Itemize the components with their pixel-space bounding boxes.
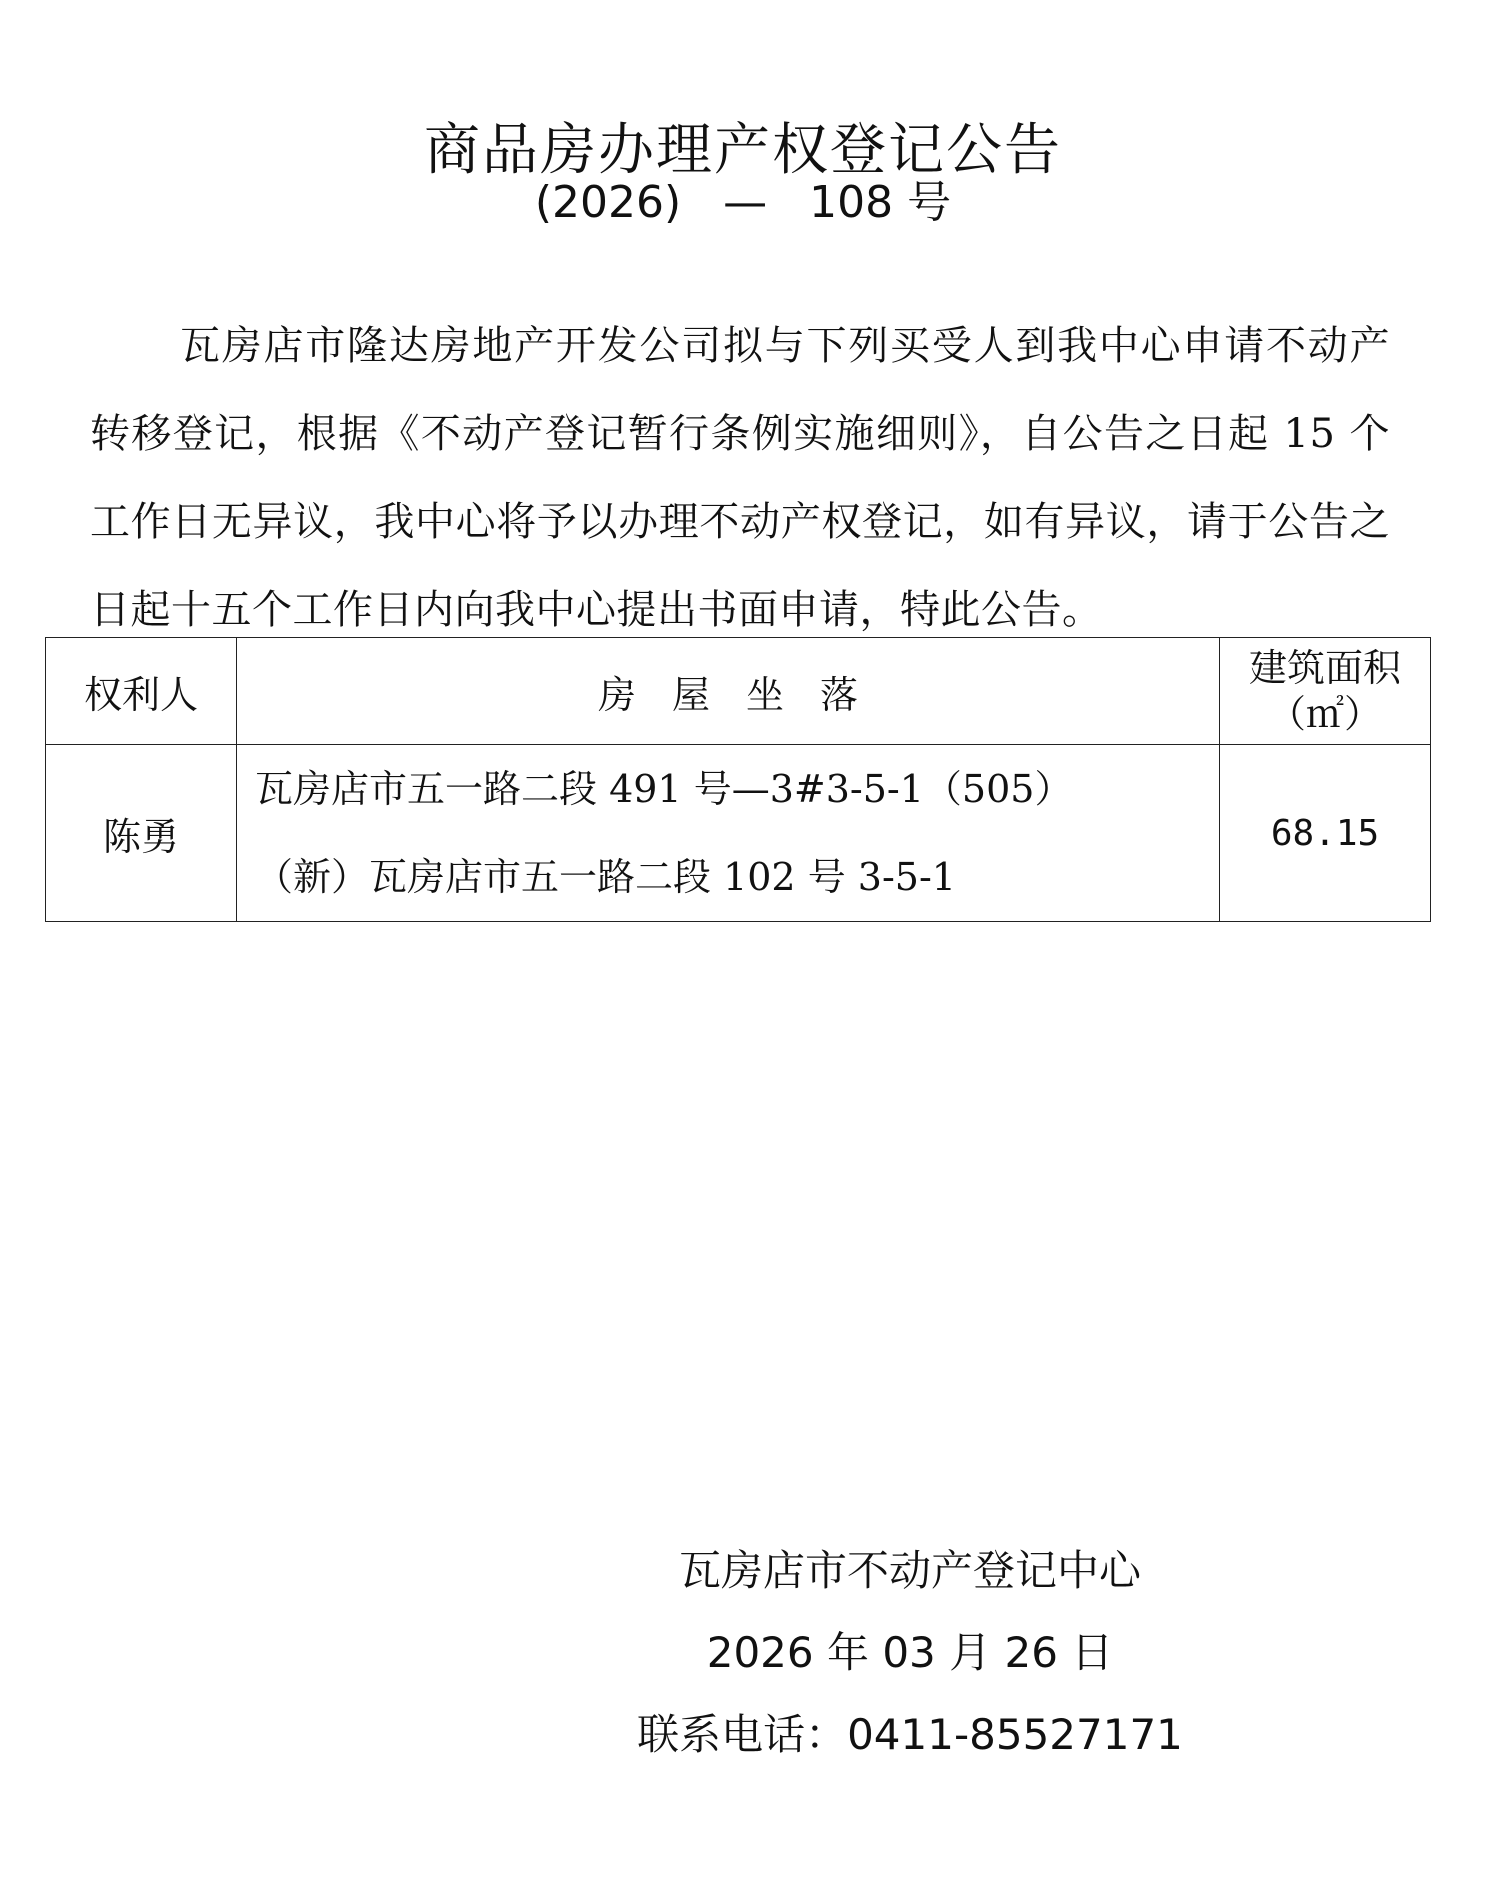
document-year: (2026) bbox=[534, 177, 682, 228]
document-number-separator: — bbox=[723, 177, 768, 228]
table-row bbox=[46, 745, 1431, 922]
page-title: 商品房办理产权登记公告 bbox=[424, 117, 1062, 183]
document-serial: 108 号 bbox=[809, 177, 952, 228]
notice-body-text: 瓦房店市隆达房地产开发公司拟与下列买受人到我中心申请不动产转移登记，根据《不动产登记暂行条例实施细则》，自公告之日起 15 个工作日无异议，我中心将予以办理不动产权登记，如有异议，请于公告之日起十五个工作日内向我中心提出书面申请，特此公告。 bbox=[90, 323, 1390, 633]
area-cell: 68.15 bbox=[1220, 745, 1431, 922]
registration-table bbox=[45, 637, 1431, 922]
issuer-name: 瓦房店市不动产登记中心 bbox=[678, 1546, 1141, 1595]
issue-date: 2026 年 03 月 26 日 bbox=[706, 1628, 1114, 1677]
contact-phone: 联系电话：0411-85527171 bbox=[637, 1710, 1183, 1759]
document-number bbox=[0, 175, 1486, 231]
location-line-new: （新）瓦房店市五一路二段 102 号 3-5-1 bbox=[255, 855, 956, 899]
header-owner: 权利人 bbox=[46, 638, 237, 745]
owner-cell: 陈勇 bbox=[46, 745, 237, 922]
location-line-old: 瓦房店市五一路二段 491 号—3#3-5-1（505） bbox=[255, 767, 1073, 811]
signature-block bbox=[600, 1530, 1220, 1776]
location-cell bbox=[237, 745, 1220, 922]
header-location: 房屋坐落 bbox=[237, 638, 1220, 745]
header-area-label: 建筑面积 bbox=[1248, 646, 1401, 690]
table-header-row bbox=[46, 638, 1431, 745]
header-area-unit: （㎡） bbox=[1267, 692, 1382, 736]
header-area bbox=[1220, 638, 1431, 745]
